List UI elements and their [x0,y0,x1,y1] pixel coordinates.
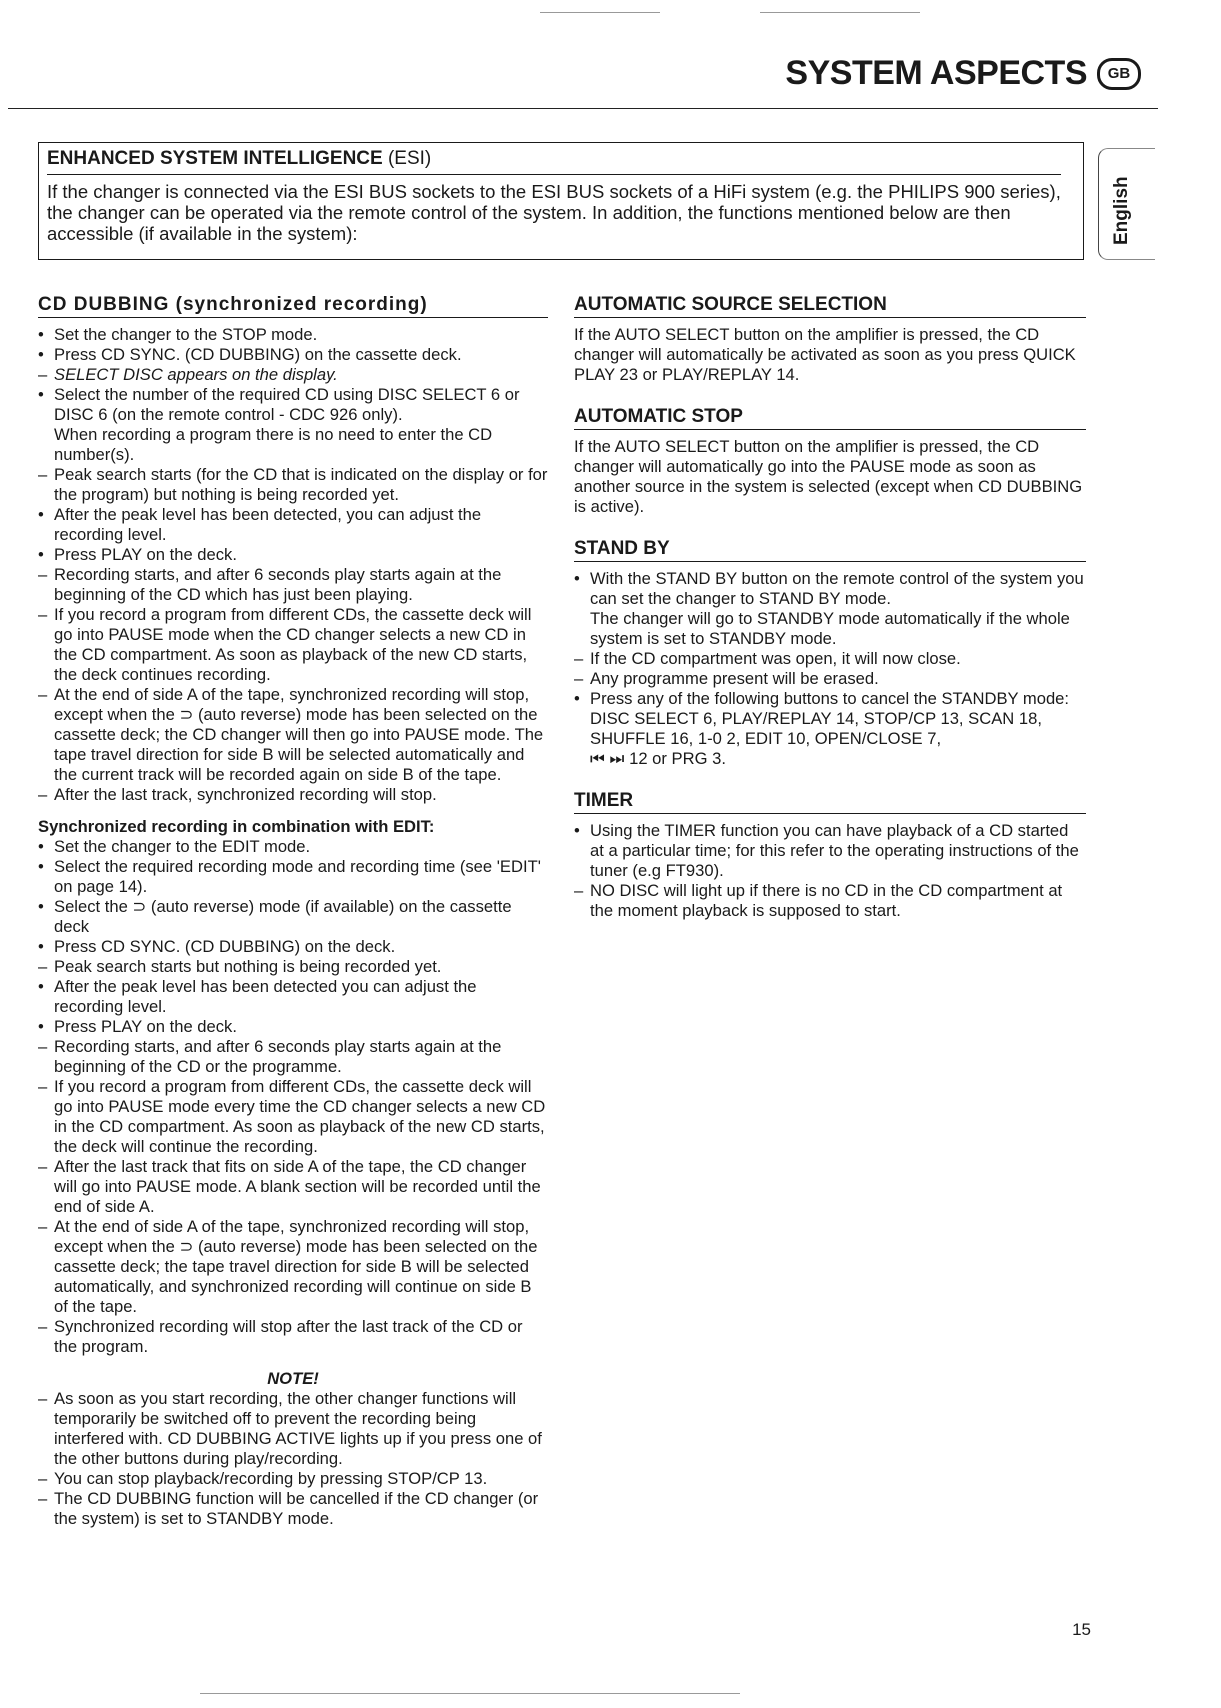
language-tab [1098,148,1155,260]
list-item: • Select the ⊃ (auto reverse) mode (if available) on the cassette deck [38,897,512,936]
list-item: – SELECT DISC appears on the display. [38,365,338,384]
auto-stop-heading: AUTOMATIC STOP [574,407,1086,430]
list-item: • Press CD SYNC. (CD DUBBING) on the deck. [38,937,396,956]
language-tab-label: English [1111,176,1132,245]
list-item: – After the last track that fits on side A of the tape, the CD changer will go into PAUSE mode. A blank section will be recorded until the end of side A. [38,1157,541,1216]
list-item: – You can stop playback/recording by pressing STOP/CP 13. [38,1469,488,1488]
list-item: – Synchronized recording will stop after the last track of the CD or the program. [38,1317,523,1356]
list-item: – Peak search starts (for the CD that is indicated on the display or for the program) but nothing is being recorded yet. [38,465,548,504]
list-item: – As soon as you start recording, the other changer functions will temporarily be switched off to prevent the recording being interfered with. CD DUBBING ACTIVE lights up if you press one of the other buttons during play/recording. [38,1389,542,1468]
standby-list [574,569,1086,769]
list-item: – If the CD compartment was open, it will now close. [574,649,961,668]
list-item: – After the last track, synchronized recording will stop. [38,785,437,804]
left-column [38,295,548,1529]
list-item: – The CD DUBBING function will be cancelled if the CD changer (or the system) is set to STANDBY mode. [38,1489,539,1528]
list-item: – Peak search starts but nothing is being recorded yet. [38,957,442,976]
esi-title-paren: (ESI) [387,148,432,169]
timer-heading: TIMER [574,791,1086,814]
scan-artifact [760,12,920,13]
esi-body: If the changer is connected via the ESI BUS sockets to the ESI BUS sockets of a HiFi system (e.g. the PHILIPS 900 series), the changer can be operated via the remote control of the system. In addition, the functions mentioned below are then accessible (if available in the system): [47,181,1061,244]
list-item: – Recording starts, and after 6 seconds play starts again at the beginning of the CD which has just been playing. [38,565,502,604]
auto-stop-section [574,407,1086,517]
list-item: • Set the changer to the STOP mode. [38,325,318,344]
list-item: • Using the TIMER function you can have playback of a CD started at a particular time; for this refer to the operating instructions of the tuner (e.g FT930). [574,821,1079,880]
auto-source-section [574,295,1086,385]
list-item: • Press PLAY on the deck. [38,545,237,564]
page-title [785,54,1141,93]
timer-section [574,791,1086,921]
scan-artifact [540,12,660,13]
list-item: • Select the required recording mode and recording time (see 'EDIT' on page 14). [38,857,541,896]
esi-box [38,142,1084,260]
cd-dubbing-list [38,325,548,805]
standby-section [574,539,1086,769]
note-list [38,1389,548,1529]
edit-subheading: Synchronized recording in combination with EDIT: [38,817,435,836]
cd-dubbing-heading: CD DUBBING (synchronized recording) [38,295,548,318]
list-item: – If you record a program from different CDs, the cassette deck will go into PAUSE mode every time the CD changer selects a new CD in the CD compartment. As soon as playback of the new CD starts, the deck will continue the recording. [38,1077,546,1156]
note-heading: NOTE! [267,1369,319,1388]
list-item: • Press PLAY on the deck. [38,1017,237,1036]
list-item: • Press CD SYNC. (CD DUBBING) on the cassette deck. [38,345,462,364]
list-item: – Any programme present will be erased. [574,669,879,688]
auto-source-body: If the AUTO SELECT button on the amplifier is pressed, the CD changer will automatically be activated as soon as you press QUICK PLAY 23 or PLAY/REPLAY 14. [574,325,1076,384]
timer-list [574,821,1086,921]
header-rule [8,108,1158,109]
edit-list [38,837,548,1357]
list-item: – NO DISC will light up if there is no CD in the CD compartment at the moment playback is supposed to start. [574,881,1063,920]
list-item: – At the end of side A of the tape, synchronized recording will stop, except when the ⊃ (auto reverse) mode has been selected on the cassette deck; the CD changer will then go into PAUSE mode. The tape travel direction for side B will be selected automatically and the current track will be recorded again on side B of the tape. [38,685,544,784]
page-number: 15 [1072,1620,1091,1639]
standby-heading: STAND BY [574,539,1086,562]
esi-title-text: ENHANCED SYSTEM INTELLIGENCE [47,148,383,169]
list-item: – Recording starts, and after 6 seconds play starts again at the beginning of the CD or the programme. [38,1037,502,1076]
list-item: – If you record a program from different CDs, the cassette deck will go into PAUSE mode when the CD changer selects a new CD in the CD compartment. As soon as playback of the new CD starts, the deck continues recording. [38,605,532,684]
right-column [574,295,1086,943]
auto-stop-body: If the AUTO SELECT button on the amplifier is pressed, the CD changer will automatically go into the PAUSE mode as soon as another source in the system is selected (except when CD DUBBING is active). [574,437,1083,516]
gb-badge: GB [1097,58,1141,90]
list-item: – At the end of side A of the tape, synchronized recording will stop, except when the ⊃ (auto reverse) mode has been selected on the cassette deck; the tape travel direction for side B will be selected automatically, and synchronized recording will continue on side B of the tape. [38,1217,538,1316]
auto-source-heading: AUTOMATIC SOURCE SELECTION [574,295,1086,318]
list-item: • Set the changer to the EDIT mode. [38,837,311,856]
esi-title [47,148,1061,175]
list-item: • Press any of the following buttons to cancel the STANDBY mode: DISC SELECT 6, PLAY/REPLAY 14, STOP/CP 13, SCAN 18, SHUFFLE 16, 1-0 2, EDIT 10, OPEN/CLOSE 7, ⏮ ⏭ 12 or PRG 3. [574,689,1070,768]
scan-artifact [200,1693,740,1694]
list-item: • Select the number of the required CD using DISC SELECT 6 or DISC 6 (on the remote control - CDC 926 only). When recording a program there is no need to enter the CD number(s). [38,385,520,464]
list-item: • After the peak level has been detected, you can adjust the recording level. [38,505,482,544]
page-title-text: SYSTEM ASPECTS [785,54,1087,92]
list-item: • After the peak level has been detected you can adjust the recording level. [38,977,477,1016]
list-item: • With the STAND BY button on the remote control of the system you can set the changer to STAND BY mode. The changer will go to STANDBY mode automatically if the whole system is set to STANDBY mode. [574,569,1084,648]
